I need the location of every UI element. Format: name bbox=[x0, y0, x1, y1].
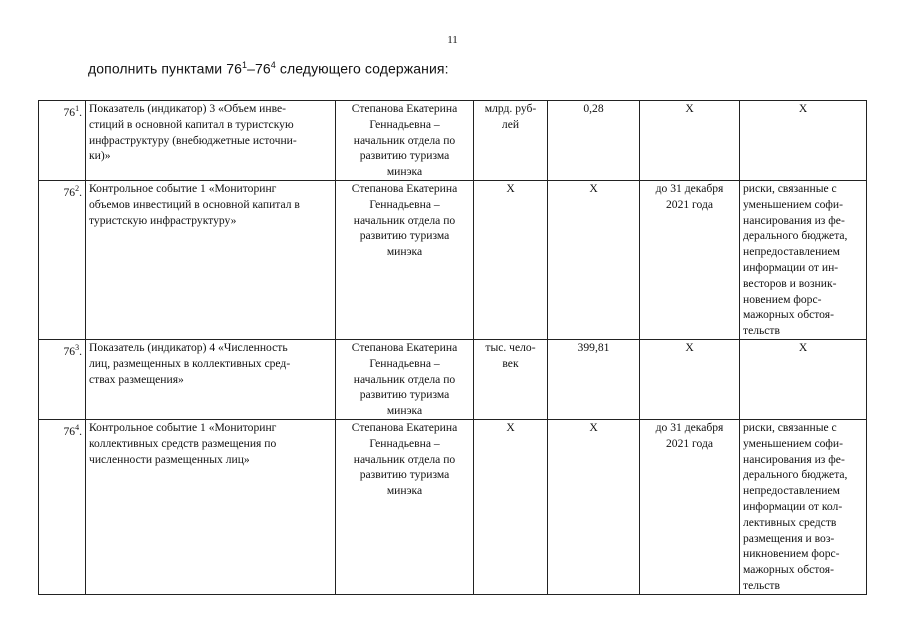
item-name-line: инфраструктуру (внебюджетные источни- bbox=[89, 133, 297, 147]
responsible-line: Степанова Екатерина bbox=[351, 181, 458, 195]
item-number-superscript: 4 bbox=[75, 422, 80, 432]
value-text: 399,81 bbox=[577, 340, 610, 354]
intro-text-before: дополнить пунктами 76 bbox=[88, 60, 242, 77]
item-number-cell: $76^4$. bbox=[39, 419, 86, 594]
risk-line: уменьшением софи- bbox=[743, 436, 844, 450]
risk-cell bbox=[740, 419, 867, 594]
deadline-line: X bbox=[685, 102, 694, 115]
deadline-line: X bbox=[685, 340, 694, 354]
unit-cell bbox=[474, 419, 548, 594]
deadline-cell bbox=[640, 180, 740, 339]
risk-line: нансирования из фе- bbox=[743, 213, 845, 227]
responsible-line: начальник отдела по bbox=[353, 372, 456, 386]
unit-line: век bbox=[502, 356, 519, 370]
intro-superscript-first: 1 bbox=[241, 60, 248, 70]
intro-text-dash: –76 bbox=[247, 60, 271, 77]
responsible-line: развитию туризма bbox=[359, 229, 450, 243]
table-row bbox=[39, 101, 867, 181]
item-name-line: стиций в основной капитал в туристскую bbox=[89, 117, 294, 131]
item-name-line: Показатель (индикатор) 3 «Объем инве- bbox=[89, 102, 286, 115]
item-number-cell: $76^1$. bbox=[39, 101, 86, 181]
unit-line: X bbox=[506, 181, 515, 195]
risk-line: X bbox=[798, 102, 808, 115]
unit-cell bbox=[474, 339, 548, 419]
table-row bbox=[39, 419, 867, 594]
risk-line: никновением форс- bbox=[743, 547, 840, 561]
unit-line: лей bbox=[501, 117, 520, 131]
responsible-line: развитию туризма bbox=[359, 149, 450, 163]
responsible-line: Степанова Екатерина bbox=[351, 102, 458, 115]
unit-line: тыс. чело- bbox=[485, 340, 536, 354]
unit-line: млрд. руб- bbox=[484, 102, 537, 115]
risk-line: дерального бюджета, bbox=[743, 468, 848, 482]
item-number: 76 bbox=[63, 105, 76, 119]
risk-line: нансирования из фе- bbox=[743, 452, 845, 466]
risk-line: мажорных обстоя- bbox=[743, 308, 834, 322]
item-name-line: Показатель (индикатор) 4 «Численность bbox=[89, 340, 288, 354]
risk-line: мажорных обстоя- bbox=[743, 563, 834, 577]
deadline-cell bbox=[640, 101, 740, 181]
item-number-superscript: 3 bbox=[75, 342, 80, 352]
table-row bbox=[39, 180, 867, 339]
deadline-line: до 31 декабря bbox=[655, 181, 724, 195]
risk-line: тельств bbox=[743, 578, 780, 592]
deadline-cell bbox=[640, 419, 740, 594]
value-cell bbox=[548, 180, 640, 339]
value-text: 0,28 bbox=[583, 102, 604, 115]
responsible-cell bbox=[336, 339, 474, 419]
responsible-line: минэка bbox=[386, 165, 423, 179]
item-name-line: Контрольное событие 1 «Мониторинг bbox=[89, 420, 277, 434]
item-number: 76 bbox=[63, 185, 76, 199]
responsible-cell bbox=[336, 101, 474, 181]
intro-superscript-last: 4 bbox=[270, 60, 276, 70]
item-name-line: Контрольное событие 1 «Мониторинг bbox=[89, 181, 277, 195]
risk-line: риски, связанные с bbox=[743, 181, 837, 195]
value-cell bbox=[548, 101, 640, 181]
responsible-line: начальник отдела по bbox=[353, 213, 456, 227]
responsible-line: минэка bbox=[386, 484, 423, 498]
risk-line: дерального бюджета, bbox=[743, 229, 848, 243]
responsible-line: начальник отдела по bbox=[353, 452, 456, 466]
risk-line: новением форс- bbox=[743, 292, 822, 306]
item-number: 76 bbox=[63, 424, 76, 438]
responsible-line: минэка bbox=[386, 245, 423, 259]
risk-line: информации от кол- bbox=[743, 499, 843, 513]
responsible-cell bbox=[336, 419, 474, 594]
responsible-line: развитию туризма bbox=[359, 468, 450, 482]
risk-cell bbox=[740, 180, 867, 339]
risk-line: уменьшением софи- bbox=[743, 197, 844, 211]
responsible-line: начальник отдела по bbox=[353, 133, 456, 147]
responsible-line: Геннадьевна – bbox=[369, 356, 440, 370]
item-number-cell: $76^2$. bbox=[39, 180, 86, 339]
item-number-superscript: 2 bbox=[75, 183, 80, 193]
item-name-line: объемов инвестиций в основной капитал в bbox=[89, 197, 300, 211]
unit-cell bbox=[474, 180, 548, 339]
item-name-line: лиц, размещенных в коллективных сред- bbox=[89, 356, 291, 370]
responsible-line: Геннадьевна – bbox=[369, 197, 440, 211]
register-table bbox=[38, 100, 867, 595]
value-text: X bbox=[589, 181, 598, 195]
item-name-cell bbox=[86, 419, 336, 594]
responsible-line: развитию туризма bbox=[359, 388, 450, 402]
risk-line: непредоставлением bbox=[743, 245, 840, 259]
value-text: X bbox=[589, 420, 598, 434]
risk-cell bbox=[740, 339, 867, 419]
deadline-line: 2021 года bbox=[665, 197, 714, 211]
item-number: 76 bbox=[63, 344, 76, 358]
deadline-line: до 31 декабря bbox=[655, 420, 724, 434]
table-row bbox=[39, 339, 867, 419]
responsible-line: Геннадьевна – bbox=[369, 436, 440, 450]
item-name-line: численности размещенных лиц» bbox=[89, 452, 250, 466]
risk-cell bbox=[740, 101, 867, 181]
responsible-line: Степанова Екатерина bbox=[351, 340, 458, 354]
responsible-line: минэка bbox=[386, 404, 423, 418]
item-name-line: ствах размещения» bbox=[89, 372, 184, 386]
item-number-cell: $76^3$. bbox=[39, 339, 86, 419]
risk-line: информации от ин- bbox=[743, 260, 839, 274]
risk-line: размещения и воз- bbox=[743, 531, 835, 545]
deadline-cell bbox=[640, 339, 740, 419]
risk-line: весторов и возник- bbox=[743, 276, 837, 290]
intro-paragraph bbox=[88, 60, 449, 77]
item-name-line: ки)» bbox=[89, 149, 111, 163]
risk-line: риски, связанные с bbox=[743, 420, 837, 434]
item-name-cell bbox=[86, 180, 336, 339]
value-cell bbox=[548, 419, 640, 594]
risk-line: тельств bbox=[743, 324, 780, 338]
unit-cell bbox=[474, 101, 548, 181]
item-name-line: коллективных средств размещения по bbox=[89, 436, 277, 450]
item-name-cell bbox=[86, 101, 336, 181]
page-number: 11 bbox=[447, 34, 458, 46]
risk-line: лективных средств bbox=[743, 515, 837, 529]
deadline-line: 2021 года bbox=[665, 436, 714, 450]
item-number-superscript: 1 bbox=[75, 104, 80, 113]
responsible-cell bbox=[336, 180, 474, 339]
item-name-line: туристскую инфраструктуру» bbox=[89, 213, 237, 227]
intro-text-after: следующего содержания: bbox=[275, 60, 449, 77]
responsible-line: Степанова Екатерина bbox=[351, 420, 458, 434]
risk-line: X bbox=[798, 340, 808, 354]
item-name-cell bbox=[86, 339, 336, 419]
risk-line: непредоставлением bbox=[743, 484, 840, 498]
unit-line: X bbox=[506, 420, 515, 434]
value-cell bbox=[548, 339, 640, 419]
responsible-line: Геннадьевна – bbox=[369, 117, 440, 131]
